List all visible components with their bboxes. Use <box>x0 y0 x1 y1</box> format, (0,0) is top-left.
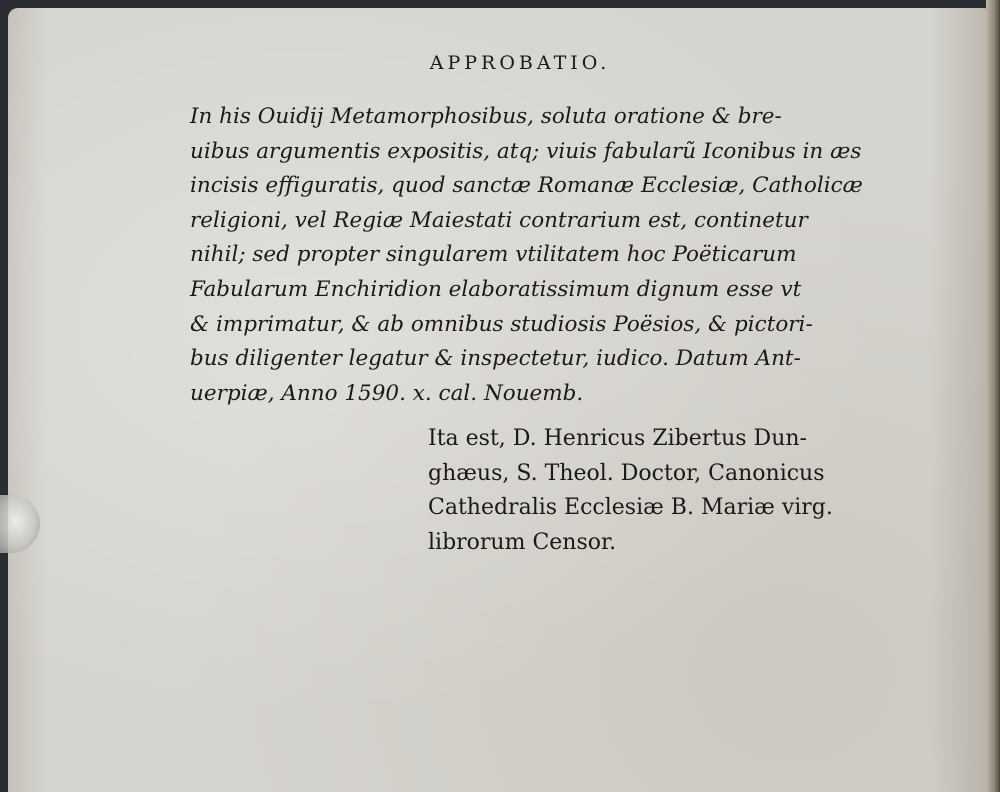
text-line: nihil; sed propter singularem vtilitatem hoc Poëticarum <box>190 242 797 268</box>
text-line: bus diligenter legatur & inspectetur, iudico. Datum Ant- <box>190 346 801 372</box>
signature-line: Cathedralis Ecclesiæ B. Mariæ virg. <box>428 495 833 520</box>
text-line: & imprimatur, & ab omnibus studiosis Poësios, & pictori- <box>190 311 813 337</box>
signature-line: ghæus, S. Theol. Doctor, Canonicus <box>428 460 825 486</box>
page-edge <box>986 0 1000 792</box>
censor-signature <box>428 422 898 560</box>
signature-line: librorum Censor. <box>428 529 617 555</box>
page-heading: APPROBATIO. <box>429 52 611 74</box>
text-line: Fabularum Enchiridion elaboratissimum dignum esse vt <box>190 276 802 302</box>
signature-line: Ita est, D. Henricus Zibertus Dun- <box>428 426 807 451</box>
text-line: incisis effiguratis, quod sanctæ Romanæ Ecclesiæ, Catholicæ <box>190 173 863 199</box>
text-line: In his Ouidij Metamorphosibus, soluta oratione & bre- <box>190 104 782 129</box>
approbation-text <box>190 100 910 411</box>
text-line: uibus argumentis expositis, atq; viuis fabularũ Iconibus in æs <box>190 138 862 164</box>
text-line: religioni, vel Regiæ Maiestati contrarium est, continetur <box>190 207 808 233</box>
text-line: uerpiæ, Anno 1590. x. cal. Nouemb. <box>190 380 584 406</box>
